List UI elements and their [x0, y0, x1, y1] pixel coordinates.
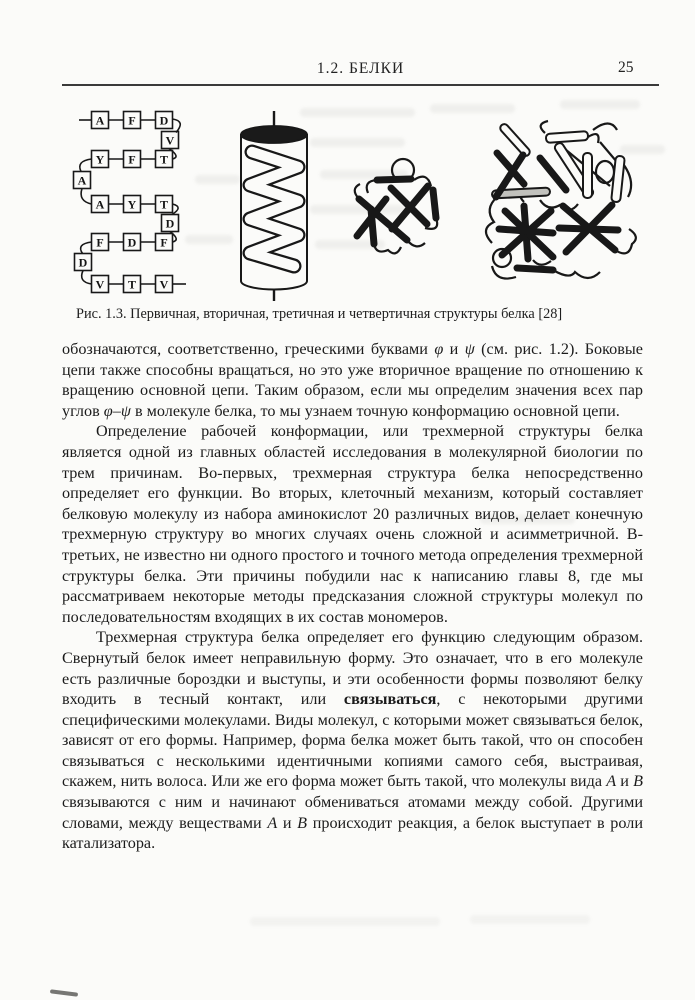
svg-text:A: A: [95, 197, 105, 212]
scan-bleed-artifact: [470, 915, 590, 924]
paragraph-text: в молекуле белка, то мы узнаем точную конформацию основной цепи.: [130, 401, 620, 420]
paragraph-text: и: [443, 340, 465, 358]
scan-bleed-artifact: [250, 917, 440, 926]
svg-text:V: V: [95, 277, 105, 292]
variable-a: A: [267, 813, 278, 832]
scan-corner-artifact: [50, 989, 78, 996]
tertiary-structure-diagram: [355, 159, 437, 253]
svg-text:D: D: [165, 216, 175, 231]
paragraph-1: [62, 339, 643, 421]
greek-phi-psi: φ–ψ: [103, 401, 131, 420]
quaternary-structure-diagram: [486, 121, 636, 279]
bold-term: связываться: [343, 690, 437, 709]
svg-text:D: D: [159, 113, 169, 128]
body-text: [62, 339, 643, 854]
svg-text:T: T: [159, 197, 169, 212]
variable-a: A: [606, 772, 617, 791]
primary-structure-diagram: [74, 112, 187, 293]
paragraph-text: обозначаются, соответственно, греческими буквами: [62, 340, 435, 358]
svg-text:A: A: [95, 113, 105, 128]
variable-b: B: [633, 772, 643, 791]
paragraph-text: Трехмерная структура белка определяет его функцию следующим образом. Свернутый белок имеет неправильную форму. Это означает, что в его молекуле есть различные бороздки и выступы, и эти особенности формы позволяют белку входить в тесный контакт, или: [62, 628, 643, 709]
paragraph-2: [62, 421, 643, 627]
paragraph-3: [62, 627, 643, 854]
svg-text:F: F: [160, 235, 168, 250]
paragraph-text: связываются с ним и начинают обмениваться атомами между собой. Другими словами, между веществами: [62, 793, 643, 832]
svg-text:V: V: [159, 277, 169, 292]
svg-text:Y: Y: [127, 197, 137, 212]
page-number: 25: [618, 59, 634, 76]
variable-b: B: [297, 813, 308, 832]
paragraph-text: и: [277, 813, 298, 832]
greek-phi: φ: [434, 340, 444, 358]
paragraph-text: происходит реакция, а белок выступает в роли катализатора.: [62, 813, 643, 853]
figure-protein-structures: [60, 98, 670, 303]
svg-text:F: F: [128, 113, 136, 128]
svg-text:T: T: [159, 152, 169, 167]
svg-text:T: T: [127, 277, 137, 292]
paragraph-text: (см. рис. 1.2). Боковые цепи также способны вращаться, но это уже вторичное вращение по отношению к вращению основной цепи. Таким образом, если мы определим значения всех пар углов: [62, 340, 643, 420]
svg-text:D: D: [78, 255, 88, 270]
secondary-structure-diagram: [241, 111, 307, 301]
header-rule: [62, 84, 659, 86]
greek-psi: ψ: [464, 340, 475, 358]
svg-text:F: F: [128, 152, 136, 167]
svg-text:A: A: [77, 173, 87, 188]
svg-text:Y: Y: [95, 152, 105, 167]
paragraph-text: Определение рабочей конформации, или трехмерной структуры белка является одной из главных областей исследования в молекулярной биологии по трем причинам. Во-первых, трехмерная структура белка непосредственно определяет его функции. Во вторых, клеточный механизм, который составляет белковую молекулу из набора аминокислот 20 различных видов, делает конечную трехмерную структуру во многих случаях очень сложной и асимметричной. В-третьих, не известно ни одного простого и точного метода определения трехмерной структуры белка. Эти причины побудили нас к написанию главы 8, где мы рассматриваем некоторые методы предсказания сложной структуры молекул по последовательностям входящих в их состав мономеров.: [62, 422, 643, 626]
paragraph-text: и: [616, 772, 634, 791]
figure-caption: Рис. 1.3. Первичная, вторичная, третичная и четвертичная структуры белка [28]: [76, 306, 563, 322]
figure-svg: [60, 98, 670, 303]
svg-text:V: V: [165, 133, 175, 148]
svg-text:F: F: [96, 235, 104, 250]
paragraph-text: , с некоторыми другими специфическими молекулами. Виды молекул, с которыми может связываться белок, зависят от его формы. Например, форма белка может быть такой, что он способен связываться с несколькими идентичными копиями самого себя, выстраивая, скажем, нить волоса. Или же его форма может быть такой, что молекулы вида: [62, 690, 643, 791]
svg-text:D: D: [127, 235, 137, 250]
running-head: 1.2. БЕЛКИ: [316, 60, 405, 77]
